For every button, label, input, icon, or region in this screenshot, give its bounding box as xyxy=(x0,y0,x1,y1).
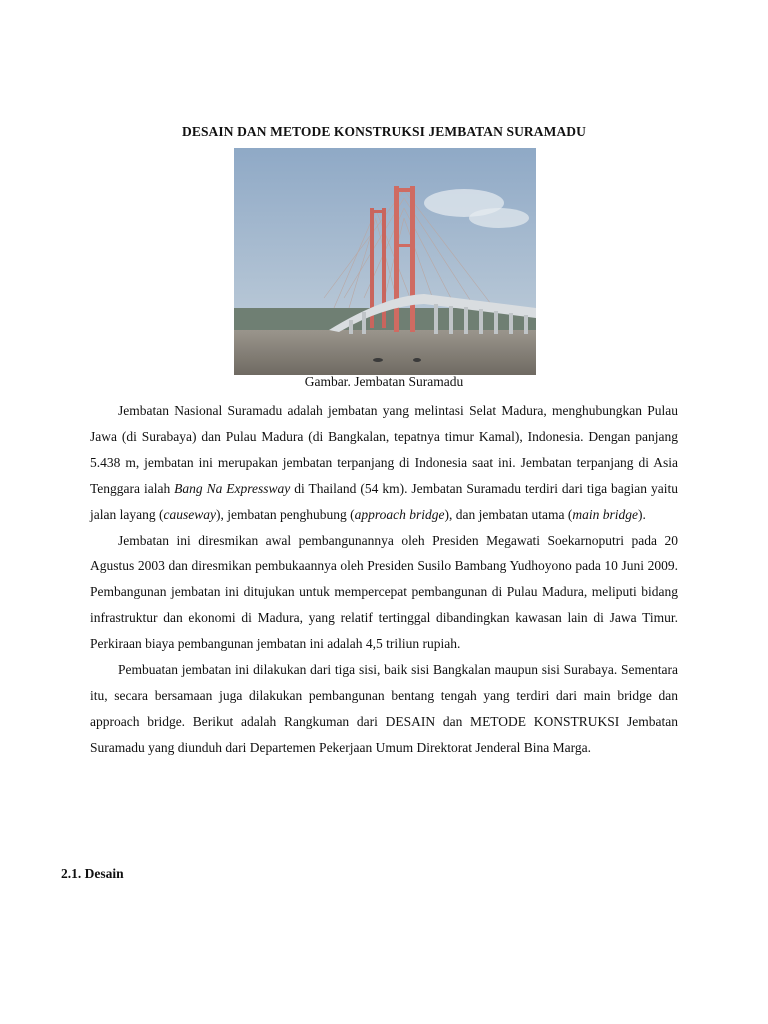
text-run: Jembatan Nasional Suramadu adalah jembatan yang melintasi Selat Madura, menghubungkan Pulau Jawa (di Surabaya) dan Pulau Madura (di Bangkalan, tepatnya timur Kamal), Indonesia. Dengan panjang 5.438 m, jembatan ini merupakan jembatan terpanjang di Indonesia saat ini. Jembatan terpanjang di Asia Tenggara ialah xyxy=(90,403,678,496)
bridge-illustration xyxy=(234,148,536,375)
paragraph xyxy=(90,657,678,761)
paragraph xyxy=(90,528,678,658)
cloud xyxy=(469,208,529,228)
text-run: di Thailand (54 km). Jembatan Suramadu terdiri dari tiga bagian yaitu jalan layang ( xyxy=(90,480,678,522)
section-heading: 2.1. Desain xyxy=(61,866,124,881)
bridge-photo xyxy=(234,148,536,375)
body-text xyxy=(90,398,678,761)
figure-caption: Gambar. Jembatan Suramadu xyxy=(304,374,464,389)
italic-term: main bridge xyxy=(572,506,638,522)
italic-term: causeway xyxy=(163,506,216,522)
text-run: Jembatan ini diresmikan awal pembangunannya oleh Presiden Megawati Soekarnoputri pada 20 Agustus 2003 dan diresmikan pembukaannya oleh Presiden Susilo Bambang Yudhoyono pada 10 Juni 2009. Pembangunan jembatan ini ditujukan untuk mempercepat pembangunan di Pulau Madura, meliputi bidang infrastruktur dan ekonomi di Madura, yang relatif tertinggal dibandingkan kawasan lain di Jawa Timur. Perkiraan biaya pembangunan jembatan ini adalah 4,5 triliun rupiah. xyxy=(90,532,678,652)
italic-term: approach bridge xyxy=(354,506,445,522)
text-run: ), jembatan penghubung ( xyxy=(215,506,355,522)
sea xyxy=(234,330,536,375)
text-run: ), dan jembatan utama ( xyxy=(444,506,573,522)
italic-term: Bang Na Expressway xyxy=(174,480,291,496)
text-run: ). xyxy=(638,506,646,522)
paragraph xyxy=(90,398,678,528)
page-title: DESAIN DAN METODE KONSTRUKSI JEMBATAN SURAMADU xyxy=(181,124,587,139)
text-run: Pembuatan jembatan ini dilakukan dari tiga sisi, baik sisi Bangkalan maupun sisi Surabaya. Sementara itu, secara bersamaan juga dilakukan pembangunan bentang tengah yang terdiri dari main bridge dan approach bridge. Berikut adalah Rangkuman dari DESAIN dan METODE KONSTRUKSI Jembatan Suramadu yang diunduh dari Departemen Pekerjaan Umum Direktorat Jenderal Bina Marga. xyxy=(90,662,678,755)
